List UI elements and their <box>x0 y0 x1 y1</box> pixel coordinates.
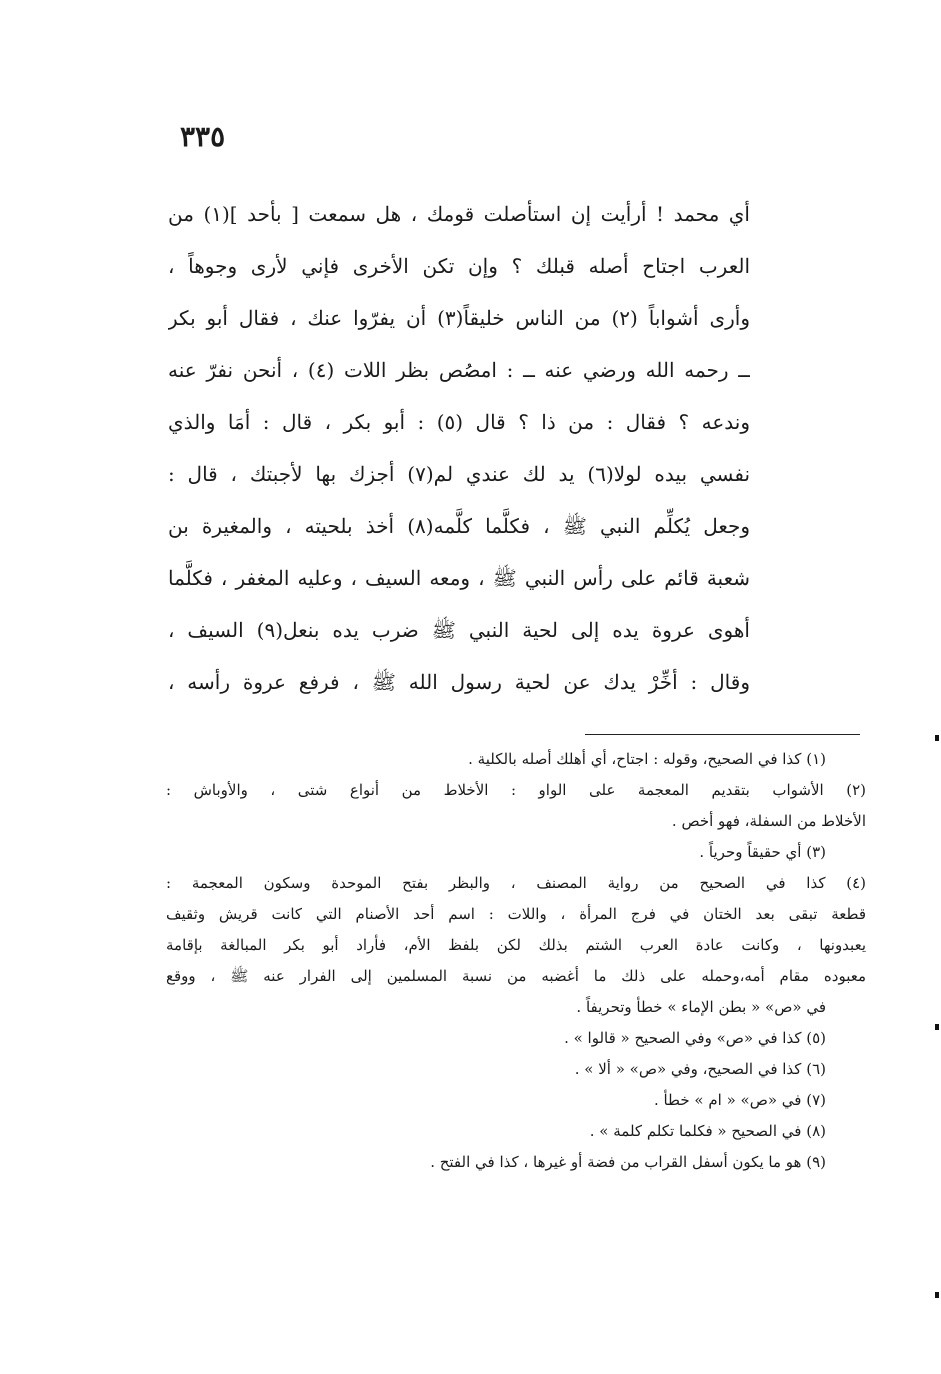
footnote-line: يعبدونها ، وكانت عادة العرب الشتم بذلك لكن بلفظ الأم، فأراد أبو بكر المبالغة بإقامة <box>166 936 866 954</box>
footnote-line: (١) كذا في الصحيح، وقوله : اجتاح، أي أهلك أصله بالكلية . <box>468 750 826 768</box>
main-text-line: أي محمد ! أرأيت إن استأصلت قومك ، هل سمعت [ بأحد ](١) من <box>168 202 750 226</box>
footnote-line: (٨) في الصحيح « فكلما تكلم كلمة » . <box>589 1122 826 1140</box>
footnote-line: الأخلاط من السفلة، فهو أخص . <box>671 812 866 830</box>
footnote-line: (٤) كذا في الصحيح من رواية المصنف ، والبظر بفتح الموحدة وسكون المعجمة : <box>166 874 866 892</box>
footnote-line: (٥) كذا في «ص» وفي الصحيح « قالوا » . <box>564 1029 826 1047</box>
footnotes <box>166 744 866 1178</box>
main-text-line: وقال : أخِّرْ يدك عن لحية رسول الله ﷺ ، فرفع عروة رأسه ، <box>168 670 750 694</box>
footnote-line: (٣) أي حقيقاً وحرياً . <box>699 843 826 861</box>
footnote-line: (٢) الأشواب بتقديم المعجمة على الواو : الأخلاط من أنواع شتى ، والأوباش : <box>166 781 866 799</box>
scan-mark <box>935 1024 939 1030</box>
footnote-separator <box>585 734 860 735</box>
footnote-line: قطعة تبقى بعد الختان في فرج المرأة ، واللات : اسم أحد الأصنام التي كانت قريش وثقيف <box>166 905 866 923</box>
main-text-line: نفسي بيده لولا(٦) يد لك عندي لم(٧) أجزك بها لأجبتك ، قال : <box>168 462 750 486</box>
page-number: ٣٣٥ <box>180 120 226 153</box>
footnote-line: في «ص» « بطن الإماء » خطأ وتحريفاً . <box>576 998 826 1016</box>
main-text-line: أهوى عروة يده إلى لحية النبي ﷺ ضرب يده بنعل(٩) السيف ، <box>168 618 750 642</box>
main-text-line: العرب اجتاح أصله قبلك ؟ وإن تكن الأخرى فإني لأرى وجوهاً ، <box>168 254 750 278</box>
scan-mark <box>935 735 939 741</box>
main-text-body <box>168 188 750 708</box>
footnote-line: معبوده مقام أمه،وحمله على ذلك ما أغضبه من نسبة المسلمين إلى الفرار عنه ﷺ ، ووقع <box>166 967 866 985</box>
main-text-line: وجعل يُكلِّم النبي ﷺ ، فكلَّما كلَّمه(٨) أخذ بلحيته ، والمغيرة بن <box>168 514 750 538</box>
footnote-line: (٧) في «ص» « ام » خطأ . <box>653 1091 826 1109</box>
main-text-line: ــ رحمه الله ورضي عنه ــ : امصُص بظر اللات (٤) ، أنحن نفرّ عنه <box>168 358 750 382</box>
footnote-line: (٦) كذا في الصحيح، وفي «ص» « ألا » . <box>574 1060 826 1078</box>
scan-mark <box>935 1292 939 1298</box>
main-text-line: شعبة قائم على رأس النبي ﷺ ، ومعه السيف ، وعليه المغفر ، فكلَّما <box>168 566 750 590</box>
footnote-line: (٩) هو ما يكون أسفل القراب من فضة أو غيرها ، كذا في الفتح . <box>430 1153 826 1171</box>
main-text-line: وندعه ؟ فقال : من ذا ؟ قال (٥) : أبو بكر ، قال : أمَا والذي <box>168 410 750 434</box>
main-text-line: وأرى أشواباً (٢) من الناس خليقاً(٣) أن يفرّوا عنك ، فقال أبو بكر <box>168 306 750 330</box>
